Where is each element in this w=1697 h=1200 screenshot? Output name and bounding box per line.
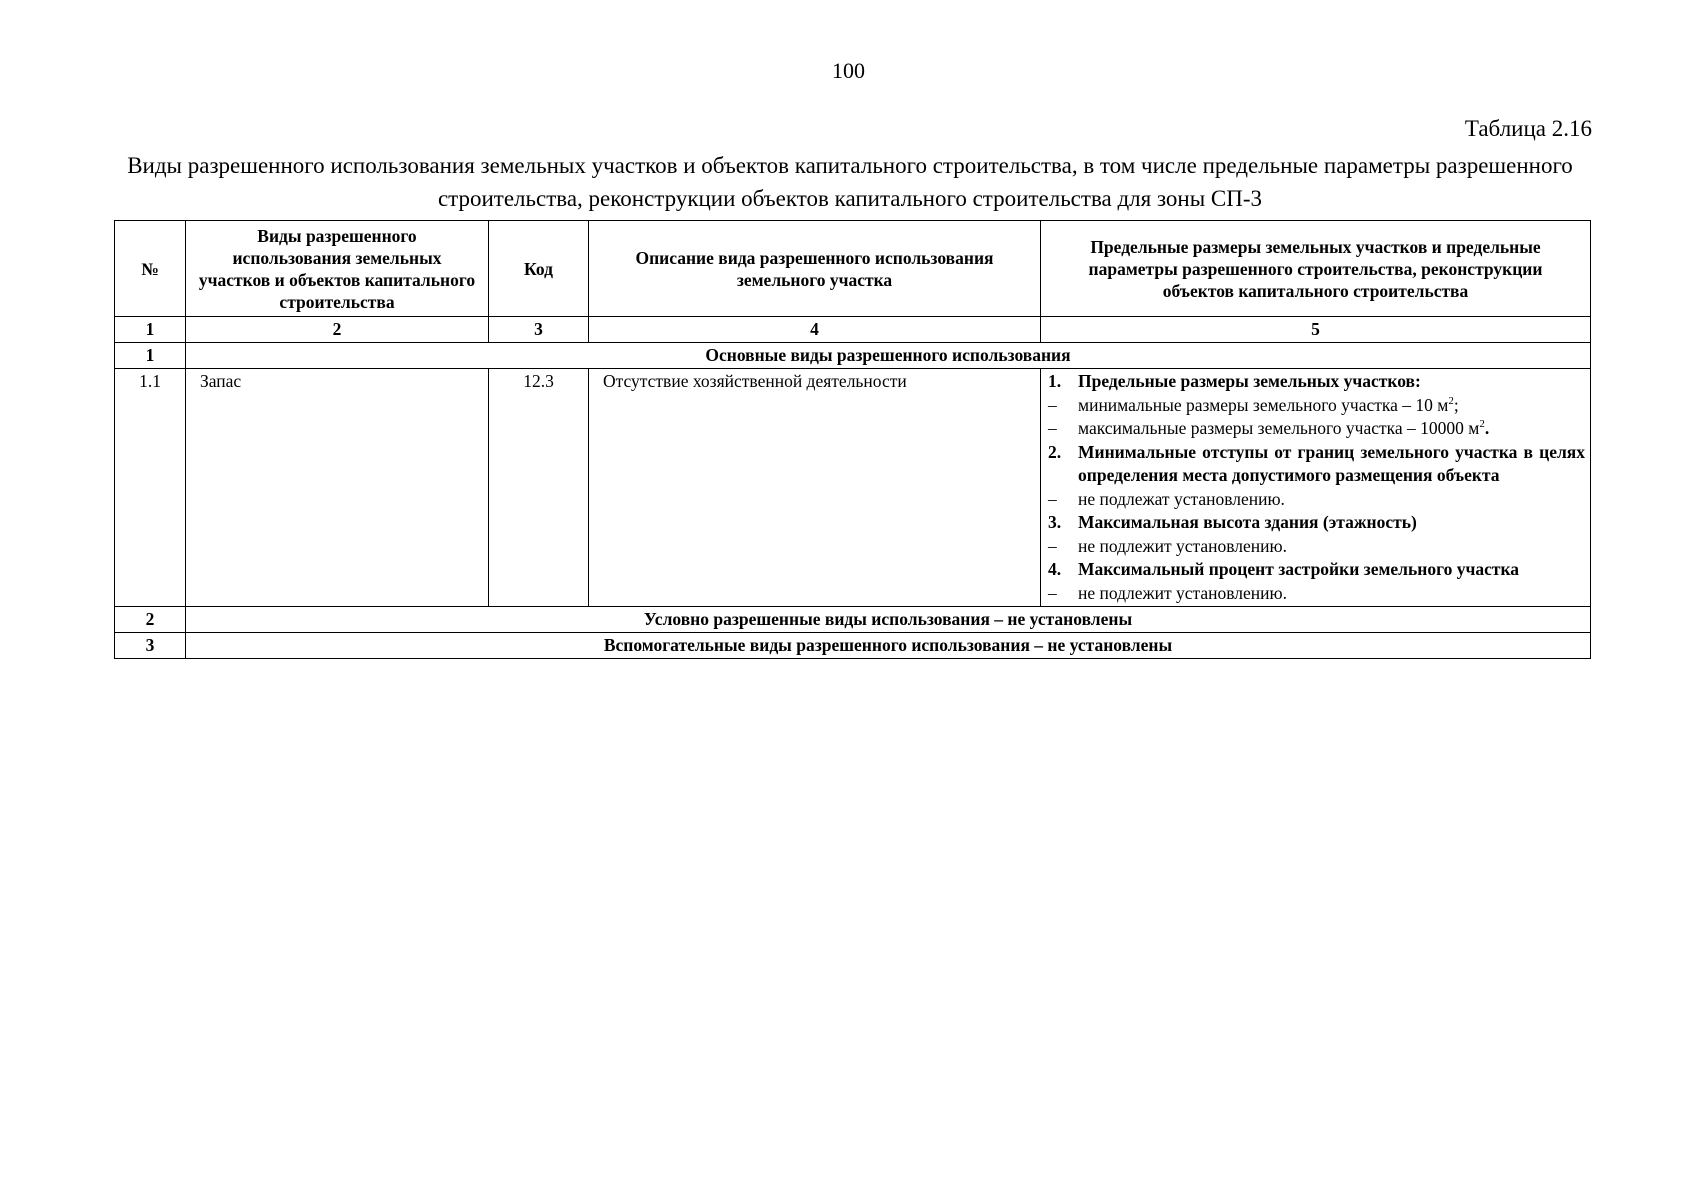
column-number: 3 xyxy=(489,317,589,343)
table-caption: Виды разрешенного использования земельных участков и объектов капитального строительства, в том числе предельные параметры разрешенного строительства, реконструкции объектов капитального строительства для зоны СП-3 xyxy=(127,153,1573,211)
param-item: – максимальные размеры земельного участка – 10000 $м^2$. xyxy=(1048,418,1490,438)
param-heading: 1. Предельные размеры земельных участков: xyxy=(1048,371,1421,391)
header-description: Описание вида разрешенного использования земельного участка xyxy=(589,221,1041,317)
param-item: – не подлежит установлению. xyxy=(1048,535,1287,556)
section-row-main xyxy=(115,343,1591,369)
row-description: Отсутствие хозяйственной деятельности xyxy=(589,369,1041,607)
column-number: 5 xyxy=(1041,317,1591,343)
row-type: Запас xyxy=(186,369,489,607)
header-types: Виды разрешенного использования земельных участков и объектов капитального строительства xyxy=(186,221,489,317)
section-num: 3 xyxy=(115,633,186,659)
table-label: Таблица 2.16 xyxy=(1464,116,1592,141)
params-list xyxy=(1046,370,1585,605)
section-row-auxiliary xyxy=(115,633,1591,659)
column-number: 2 xyxy=(186,317,489,343)
table-row xyxy=(115,369,1591,607)
row-params xyxy=(1041,369,1591,607)
section-num: 1 xyxy=(115,343,186,369)
column-number: 1 xyxy=(115,317,186,343)
header-num: № xyxy=(115,221,186,317)
page-number: 100 xyxy=(832,58,865,83)
param-heading: 4. Максимальный процент застройки земельного участка xyxy=(1048,559,1520,579)
param-item: – минимальные размеры земельного участка – 10 $м^2$; xyxy=(1048,394,1459,415)
param-heading: 3. Максимальная высота здания (этажность) xyxy=(1048,512,1417,532)
column-numbers-row xyxy=(115,317,1591,343)
header-params: Предельные размеры земельных участков и предельные параметры разрешенного строительства, реконструкции объектов капитального строительства xyxy=(1041,221,1591,317)
header-row xyxy=(115,221,1591,317)
section-title: Условно разрешенные виды использования – не установлены xyxy=(186,607,1591,633)
section-title: Основные виды разрешенного использования xyxy=(186,343,1591,369)
row-num: 1.1 xyxy=(115,369,186,607)
param-item: – не подлежат установлению. xyxy=(1048,488,1285,509)
zoning-table xyxy=(114,220,1591,659)
column-number: 4 xyxy=(589,317,1041,343)
param-heading: 2. Минимальные отступы от границ земельного участка в целях определения места допустимого размещения объекта xyxy=(1048,441,1585,485)
param-item: – не подлежит установлению. xyxy=(1048,582,1287,603)
section-title: Вспомогательные виды разрешенного использования – не установлены xyxy=(186,633,1591,659)
section-row-conditional xyxy=(115,607,1591,633)
row-code: 12.3 xyxy=(489,369,589,607)
section-num: 2 xyxy=(115,607,186,633)
header-code: Код xyxy=(489,221,589,317)
